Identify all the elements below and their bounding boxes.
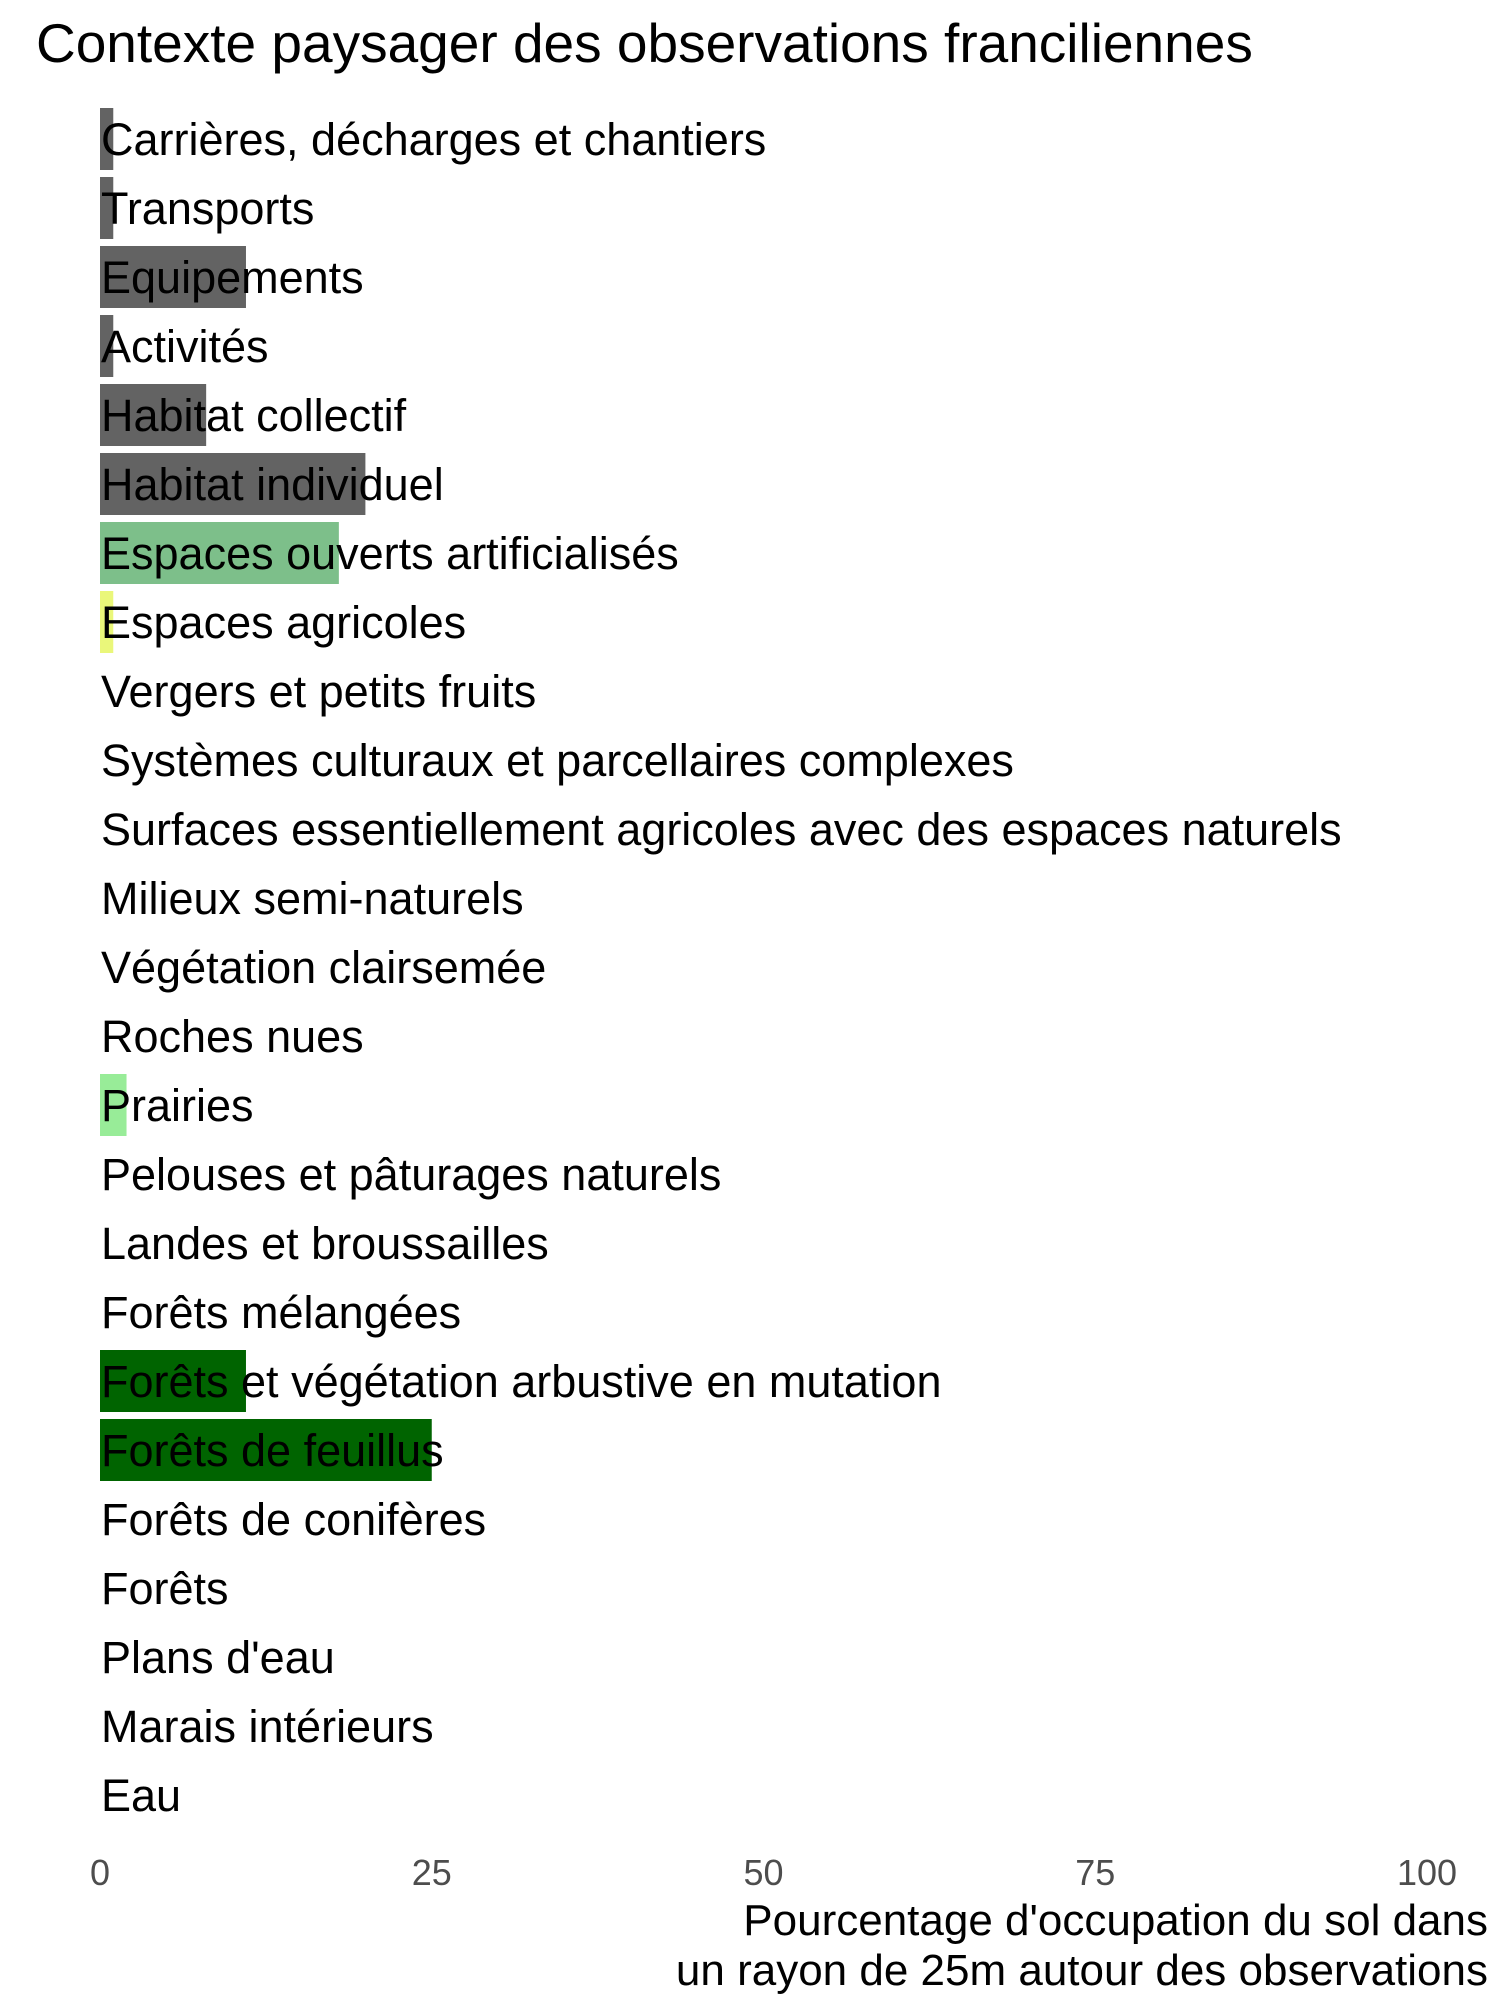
category-label-4: Habitat collectif xyxy=(101,390,407,441)
x-tick-label-1: 25 xyxy=(411,1852,452,1893)
category-label-0: Carrières, décharges et chantiers xyxy=(101,114,767,165)
category-label-21: Forêts xyxy=(101,1563,229,1614)
category-label-23: Marais intérieurs xyxy=(101,1701,434,1752)
x-axis-title-line-1: Pourcentage d'occupation du sol dans xyxy=(743,1896,1488,1945)
category-label-1: Transports xyxy=(101,183,315,234)
x-axis-ticks xyxy=(90,1852,1457,1893)
x-tick-label-3: 75 xyxy=(1075,1852,1116,1893)
category-label-13: Roches nues xyxy=(101,1011,364,1062)
x-tick-label-0: 0 xyxy=(89,1852,111,1893)
category-label-15: Pelouses et pâturages naturels xyxy=(101,1149,722,1200)
category-label-5: Habitat individuel xyxy=(101,459,444,510)
category-label-16: Landes et broussailles xyxy=(101,1218,549,1269)
category-label-14: Prairies xyxy=(101,1080,254,1131)
x-tick-label-4: 100 xyxy=(1396,1852,1458,1893)
category-label-22: Plans d'eau xyxy=(101,1632,335,1683)
category-label-19: Forêts de feuillus xyxy=(101,1425,444,1476)
category-label-18: Forêts et végétation arbustive en mutation xyxy=(101,1356,942,1407)
category-label-20: Forêts de conifères xyxy=(101,1494,487,1545)
bars-layer xyxy=(100,108,432,1481)
chart-title: Contexte paysager des observations franciliennes xyxy=(36,12,1253,74)
category-label-10: Surfaces essentiellement agricoles avec des espaces naturels xyxy=(101,804,1342,855)
category-label-6: Espaces ouverts artificialisés xyxy=(101,528,679,579)
category-label-7: Espaces agricoles xyxy=(101,597,467,648)
category-label-17: Forêts mélangées xyxy=(101,1287,462,1338)
x-tick-label-2: 50 xyxy=(743,1852,784,1893)
category-label-11: Milieux semi-naturels xyxy=(101,873,524,924)
category-label-12: Végétation clairsemée xyxy=(101,942,547,993)
x-axis-title-line-2: un rayon de 25m autour des observations xyxy=(675,1946,1488,1995)
category-labels xyxy=(101,114,1342,1821)
category-label-8: Vergers et petits fruits xyxy=(101,666,537,717)
category-label-24: Eau xyxy=(101,1770,182,1821)
category-label-3: Activités xyxy=(101,321,269,372)
category-label-2: Equipements xyxy=(101,252,364,303)
category-label-9: Systèmes culturaux et parcellaires complexes xyxy=(101,735,1014,786)
